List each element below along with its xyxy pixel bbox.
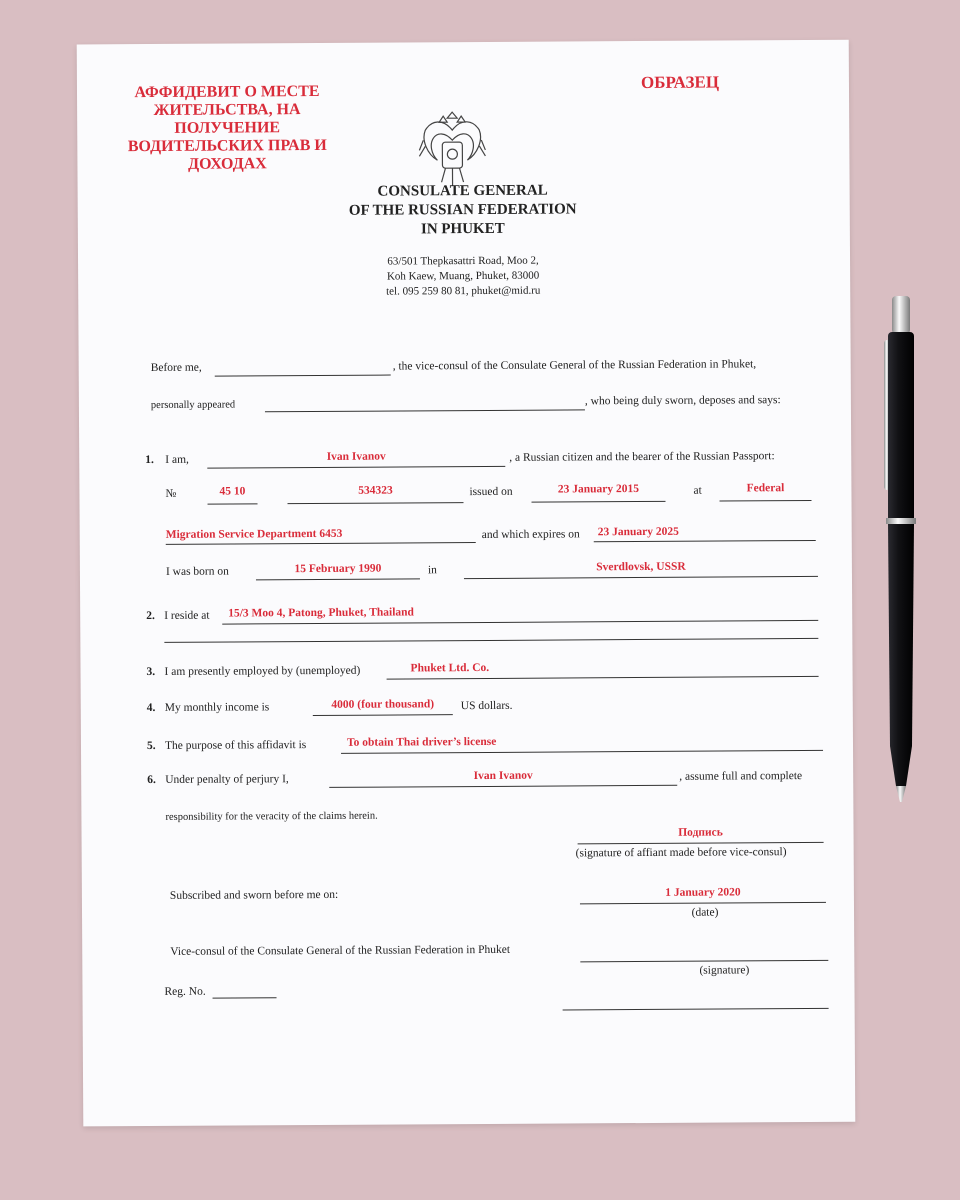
issuer-line-b bbox=[166, 542, 476, 545]
residence-line-2[interactable] bbox=[164, 638, 818, 643]
affiant-name-line bbox=[207, 466, 505, 469]
reg-no-label: Reg. No. bbox=[164, 985, 206, 998]
income-label: My monthly income is bbox=[164, 701, 270, 714]
perjury-name-line bbox=[329, 785, 677, 788]
consulate-address: 63/501 Thepkasattri Road, Moo 2, Koh Kaew, Muang, Phuket, 83000 tel. 095 259 80 81, phuket@mid.ru bbox=[386, 254, 541, 298]
birthplace-value[interactable]: Sverdlovsk, USSR bbox=[596, 560, 686, 574]
citizen-text: , a Russian citizen and the bearer of the Russian Passport: bbox=[509, 450, 775, 464]
russian-title: АФФИДЕВИТ О МЕСТЕ ЖИТЕЛЬСТВА, НА ПОЛУЧЕНИЕ ВОДИТЕЛЬСКИХ ПРАВ И ДОХОДАХ bbox=[127, 82, 327, 173]
passport-series-value[interactable]: 45 10 bbox=[219, 485, 246, 498]
double-headed-eagle-emblem bbox=[417, 110, 487, 192]
issuer-line-a bbox=[720, 500, 812, 502]
issued-on-value[interactable]: 23 January 2015 bbox=[557, 483, 640, 496]
passport-series-line bbox=[208, 503, 258, 504]
sample-stamp: ОБРАЗЕЦ bbox=[640, 72, 720, 93]
vice-consul-signature-caption: (signature) bbox=[699, 964, 750, 977]
item-1-number: 1. bbox=[145, 453, 154, 467]
before-me-label: Before me, bbox=[150, 361, 202, 375]
birthplace-line bbox=[464, 576, 818, 579]
income-value[interactable]: 4000 (four thousand) bbox=[331, 698, 435, 711]
residence-value[interactable]: 15/3 Moo 4, Patong, Phuket, Thailand bbox=[228, 606, 414, 620]
item-6-number: 6. bbox=[147, 773, 156, 787]
item-5-number: 5. bbox=[146, 739, 156, 753]
passport-number-line bbox=[288, 502, 464, 504]
pen-icon bbox=[880, 296, 920, 806]
born-label: I was born on bbox=[165, 565, 229, 578]
employer-line bbox=[387, 676, 819, 680]
purpose-label: The purpose of this affidavit is bbox=[164, 739, 307, 752]
perjury-cont: responsibility for the veracity of the claims herein. bbox=[165, 810, 378, 823]
sworn-date-caption: (date) bbox=[691, 906, 719, 919]
affiant-signature-value[interactable]: Подпись bbox=[678, 826, 723, 839]
vice-consul-label: Vice-consul of the Consulate General of the Russian Federation in Phuket bbox=[170, 943, 511, 958]
income-suffix: US dollars. bbox=[460, 699, 513, 713]
vice-consul-name-field[interactable] bbox=[215, 375, 391, 377]
perjury-label: Under penalty of perjury I, bbox=[165, 773, 289, 786]
sworn-label: Subscribed and sworn before me on: bbox=[169, 888, 339, 902]
passport-no-label: № bbox=[165, 487, 177, 500]
sworn-date-line bbox=[580, 902, 826, 905]
vice-consul-signature-line[interactable] bbox=[580, 960, 828, 963]
reside-label: I reside at bbox=[164, 609, 210, 622]
seal-line[interactable] bbox=[563, 1008, 829, 1011]
purpose-value[interactable]: To obtain Thai driver’s license bbox=[346, 735, 497, 749]
perjury-name-value[interactable]: Ivan Ivanov bbox=[473, 769, 533, 783]
expires-line bbox=[594, 540, 816, 542]
expires-value[interactable]: 23 January 2025 bbox=[597, 525, 679, 539]
residence-line bbox=[222, 620, 818, 625]
expires-label: and which expires on bbox=[481, 528, 580, 541]
vice-consul-text: , the vice-consul of the Consulate General of the Russian Federation in Phuket, bbox=[392, 358, 757, 373]
perjury-suffix: , assume full and complete bbox=[679, 770, 803, 783]
purpose-line bbox=[341, 750, 823, 754]
born-line bbox=[256, 578, 420, 580]
affiant-name-value[interactable]: Ivan Ivanov bbox=[326, 450, 386, 463]
item-3-number: 3. bbox=[146, 665, 156, 679]
employed-label: I am presently employed by (unemployed) bbox=[164, 664, 361, 678]
i-am-label: I am, bbox=[165, 453, 189, 466]
affiant-signature-caption: (signature of affiant made before vice-consul) bbox=[575, 846, 787, 860]
employer-value[interactable]: Phuket Ltd. Co. bbox=[410, 661, 490, 675]
in-label: in bbox=[427, 564, 437, 577]
item-2-number: 2. bbox=[146, 609, 155, 623]
passport-number-value[interactable]: 534323 bbox=[358, 484, 393, 497]
personally-appeared-label: personally appeared bbox=[150, 399, 236, 412]
consulate-title: CONSULATE GENERAL OF THE RUSSIAN FEDERATION IN PHUKET bbox=[348, 182, 577, 238]
income-line bbox=[313, 714, 453, 716]
issued-on-label: issued on bbox=[469, 485, 513, 499]
at-label: at bbox=[693, 484, 702, 497]
sworn-date-value[interactable]: 1 January 2020 bbox=[665, 886, 741, 899]
reg-no-field[interactable] bbox=[213, 997, 277, 998]
affiant-name-field[interactable] bbox=[265, 409, 585, 412]
affiant-signature-line bbox=[578, 842, 824, 845]
affidavit-sheet bbox=[77, 40, 856, 1127]
issuer-value-b[interactable]: Migration Service Department 6453 bbox=[165, 527, 343, 541]
item-4-number: 4. bbox=[146, 701, 156, 715]
issuer-value-a[interactable]: Federal bbox=[746, 482, 785, 495]
issued-on-line bbox=[532, 501, 666, 503]
born-value[interactable]: 15 February 1990 bbox=[294, 562, 382, 576]
sworn-text: , who being duly sworn, deposes and says: bbox=[584, 394, 781, 408]
